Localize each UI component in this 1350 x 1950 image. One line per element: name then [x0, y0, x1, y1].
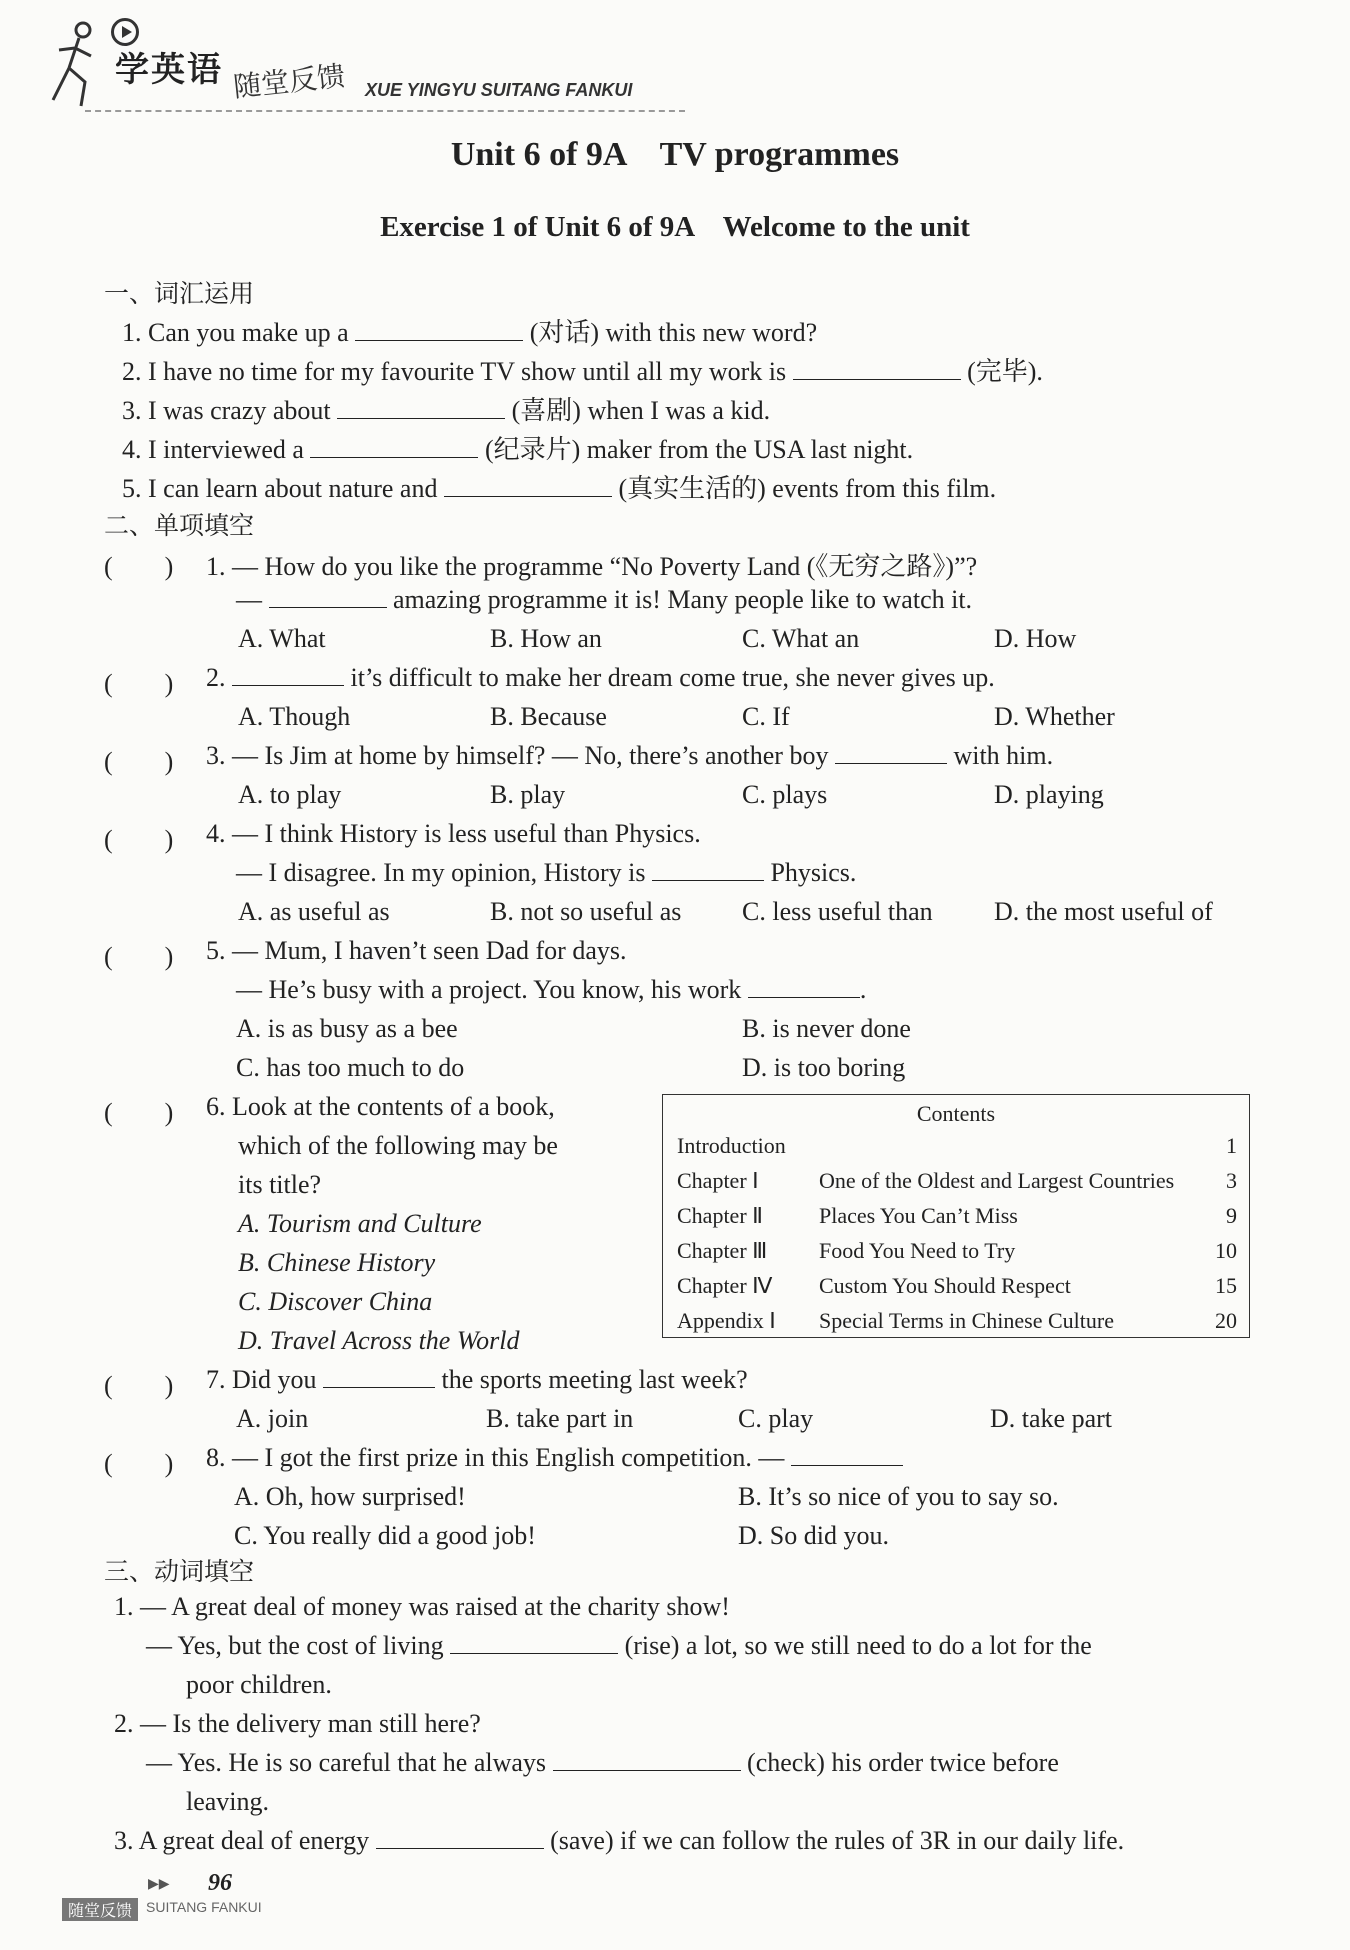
answer-bracket[interactable]: ( )	[104, 1098, 174, 1127]
question-stem: which of the following may be	[238, 1131, 558, 1160]
page-header	[45, 14, 685, 114]
answer-blank[interactable]	[376, 1826, 544, 1849]
answer-blank[interactable]	[232, 663, 344, 686]
answer-bracket[interactable]: ( )	[104, 1371, 174, 1400]
question-stem: 2. it’s difficult to make her dream come true, she never gives up.	[206, 663, 995, 692]
vocab-item: 2. I have no time for my favourite TV show until all my work is (完毕).	[122, 357, 1043, 386]
section-heading: 一、词汇运用	[104, 279, 255, 308]
option-c[interactable]: C. play	[738, 1404, 814, 1433]
vocab-item: 4. I interviewed a (纪录片) maker from the USA last night.	[122, 435, 914, 464]
brand-subtitle: 随堂反馈	[231, 59, 347, 104]
option-b[interactable]: B. Chinese History	[238, 1248, 436, 1277]
question-stem: its title?	[238, 1170, 322, 1199]
option-a[interactable]: A. is as busy as a bee	[236, 1014, 458, 1043]
contents-table	[662, 1094, 1250, 1338]
answer-bracket[interactable]: ( )	[104, 825, 174, 854]
question-stem: 3. A great deal of energy (save) if we can follow the rules of 3R in our daily life.	[114, 1826, 1125, 1855]
option-c[interactable]: C. plays	[742, 780, 828, 809]
question-stem: 8. — I got the first prize in this English competition. —	[206, 1443, 903, 1473]
question-stem: — I disagree. In my opinion, History is Physics.	[236, 858, 857, 887]
option-d[interactable]: D. Whether	[994, 702, 1115, 731]
question-stem: leaving.	[186, 1787, 270, 1816]
option-b[interactable]: B. take part in	[486, 1404, 634, 1433]
answer-blank[interactable]	[748, 975, 860, 998]
option-d[interactable]: D. the most useful of	[994, 897, 1213, 926]
vocab-item: 3. I was crazy about (喜剧) when I was a kid.	[122, 396, 771, 425]
option-a[interactable]: A. Oh, how surprised!	[234, 1482, 466, 1511]
option-a[interactable]: A. What	[238, 624, 326, 653]
option-b[interactable]: B. It’s so nice of you to say so.	[738, 1482, 1059, 1511]
arrow-icon: ▶▶	[148, 1877, 170, 1892]
option-a[interactable]: A. Tourism and Culture	[238, 1209, 482, 1238]
answer-blank[interactable]	[835, 741, 947, 764]
option-c[interactable]: C. What an	[742, 624, 860, 653]
question-stem: 5. — Mum, I haven’t seen Dad for days.	[206, 936, 627, 965]
answer-bracket[interactable]: ( )	[104, 669, 174, 698]
option-d[interactable]: D. is too boring	[742, 1053, 906, 1082]
answer-blank[interactable]	[323, 1365, 435, 1388]
answer-blank[interactable]	[793, 357, 961, 380]
option-c[interactable]: C. You really did a good job!	[234, 1521, 536, 1550]
option-b[interactable]: B. is never done	[742, 1014, 911, 1043]
option-a[interactable]: A. as useful as	[238, 897, 390, 926]
question-stem: — Yes. He is so careful that he always (check) his order twice before	[146, 1748, 1059, 1777]
contents-row: Chapter Ⅳ Custom You Should Respect 15	[677, 1273, 1237, 1298]
vocab-item: 5. I can learn about nature and (真实生活的) events from this film.	[122, 474, 997, 503]
option-c[interactable]: C. Discover China	[238, 1287, 433, 1316]
option-c[interactable]: C. If	[742, 702, 790, 731]
answer-blank[interactable]	[791, 1443, 903, 1466]
question-stem: 1. — A great deal of money was raised at the charity show!	[114, 1592, 730, 1621]
vocab-item: 1. Can you make up a (对话) with this new word?	[122, 318, 818, 347]
option-b[interactable]: B. Because	[490, 702, 607, 731]
option-b[interactable]: B. play	[490, 780, 566, 809]
answer-bracket[interactable]: ( )	[104, 747, 174, 776]
answer-blank[interactable]	[269, 585, 387, 608]
section-heading: 三、动词填空	[104, 1557, 255, 1586]
header-divider	[85, 110, 685, 112]
answer-blank[interactable]	[652, 858, 764, 881]
option-a[interactable]: A. join	[236, 1404, 309, 1433]
answer-bracket[interactable]: ( )	[104, 552, 174, 581]
option-d[interactable]: D. So did you.	[738, 1521, 889, 1550]
option-d[interactable]: D. Travel Across the World	[238, 1326, 520, 1355]
answer-blank[interactable]	[450, 1631, 618, 1654]
question-stem: 6. Look at the contents of a book,	[206, 1092, 555, 1121]
question-stem: 2. — Is the delivery man still here?	[114, 1709, 481, 1738]
option-c[interactable]: C. has too much to do	[236, 1053, 465, 1082]
contents-row: Chapter Ⅲ Food You Need to Try 10	[677, 1238, 1237, 1263]
contents-row: Appendix Ⅰ Special Terms in Chinese Culture 20	[677, 1308, 1237, 1333]
answer-blank[interactable]	[355, 318, 523, 341]
option-a[interactable]: A. to play	[238, 780, 342, 809]
page-number: 96	[208, 1870, 232, 1896]
runner-icon	[45, 20, 105, 110]
answer-blank[interactable]	[337, 396, 505, 419]
footer-brand: 随堂反馈	[62, 1898, 138, 1921]
contents-title: Contents	[916, 1101, 996, 1126]
exercise-title: Exercise 1 of Unit 6 of 9A Welcome to the unit	[380, 211, 970, 243]
option-d[interactable]: D. How	[994, 624, 1077, 653]
option-a[interactable]: A. Though	[238, 702, 351, 731]
section-heading: 二、单项填空	[104, 511, 255, 540]
brand-pinyin: XUE YINGYU SUITANG FANKUI	[365, 80, 633, 100]
question-stem: 7. Did you the sports meeting last week?	[206, 1365, 748, 1394]
contents-row: Introduction 1	[677, 1133, 1237, 1158]
page-title: Unit 6 of 9A TV programmes	[450, 136, 900, 173]
option-c[interactable]: C. less useful than	[742, 897, 933, 926]
option-b[interactable]: B. not so useful as	[490, 897, 682, 926]
option-d[interactable]: D. playing	[994, 780, 1104, 809]
question-stem: — He’s busy with a project. You know, his work .	[236, 975, 867, 1004]
question-stem: 4. — I think History is less useful than Physics.	[206, 819, 701, 848]
answer-blank[interactable]	[553, 1748, 741, 1771]
question-stem: 1. — How do you like the programme “No Poverty Land (《无穷之路》)”?	[206, 552, 978, 581]
contents-row: Chapter Ⅱ Places You Can’t Miss 9	[677, 1203, 1237, 1228]
question-stem: — amazing programme it is! Many people like to watch it.	[236, 585, 973, 614]
contents-row: Chapter Ⅰ One of the Oldest and Largest Countries 3	[677, 1168, 1237, 1193]
option-d[interactable]: D. take part	[990, 1404, 1113, 1433]
answer-blank[interactable]	[310, 435, 478, 458]
question-stem: 3. — Is Jim at home by himself? — No, there’s another boy with him.	[206, 741, 1054, 770]
brand-title: 学英语	[115, 50, 223, 90]
answer-blank[interactable]	[444, 474, 612, 497]
footer-brand-pinyin: SUITANG FANKUI	[146, 1899, 262, 1915]
option-b[interactable]: B. How an	[490, 624, 602, 653]
answer-bracket[interactable]: ( )	[104, 1449, 174, 1478]
question-stem: poor children.	[186, 1670, 332, 1699]
answer-bracket[interactable]: ( )	[104, 942, 174, 971]
question-stem: — Yes, but the cost of living (rise) a lot, so we still need to do a lot for the	[146, 1631, 1092, 1660]
